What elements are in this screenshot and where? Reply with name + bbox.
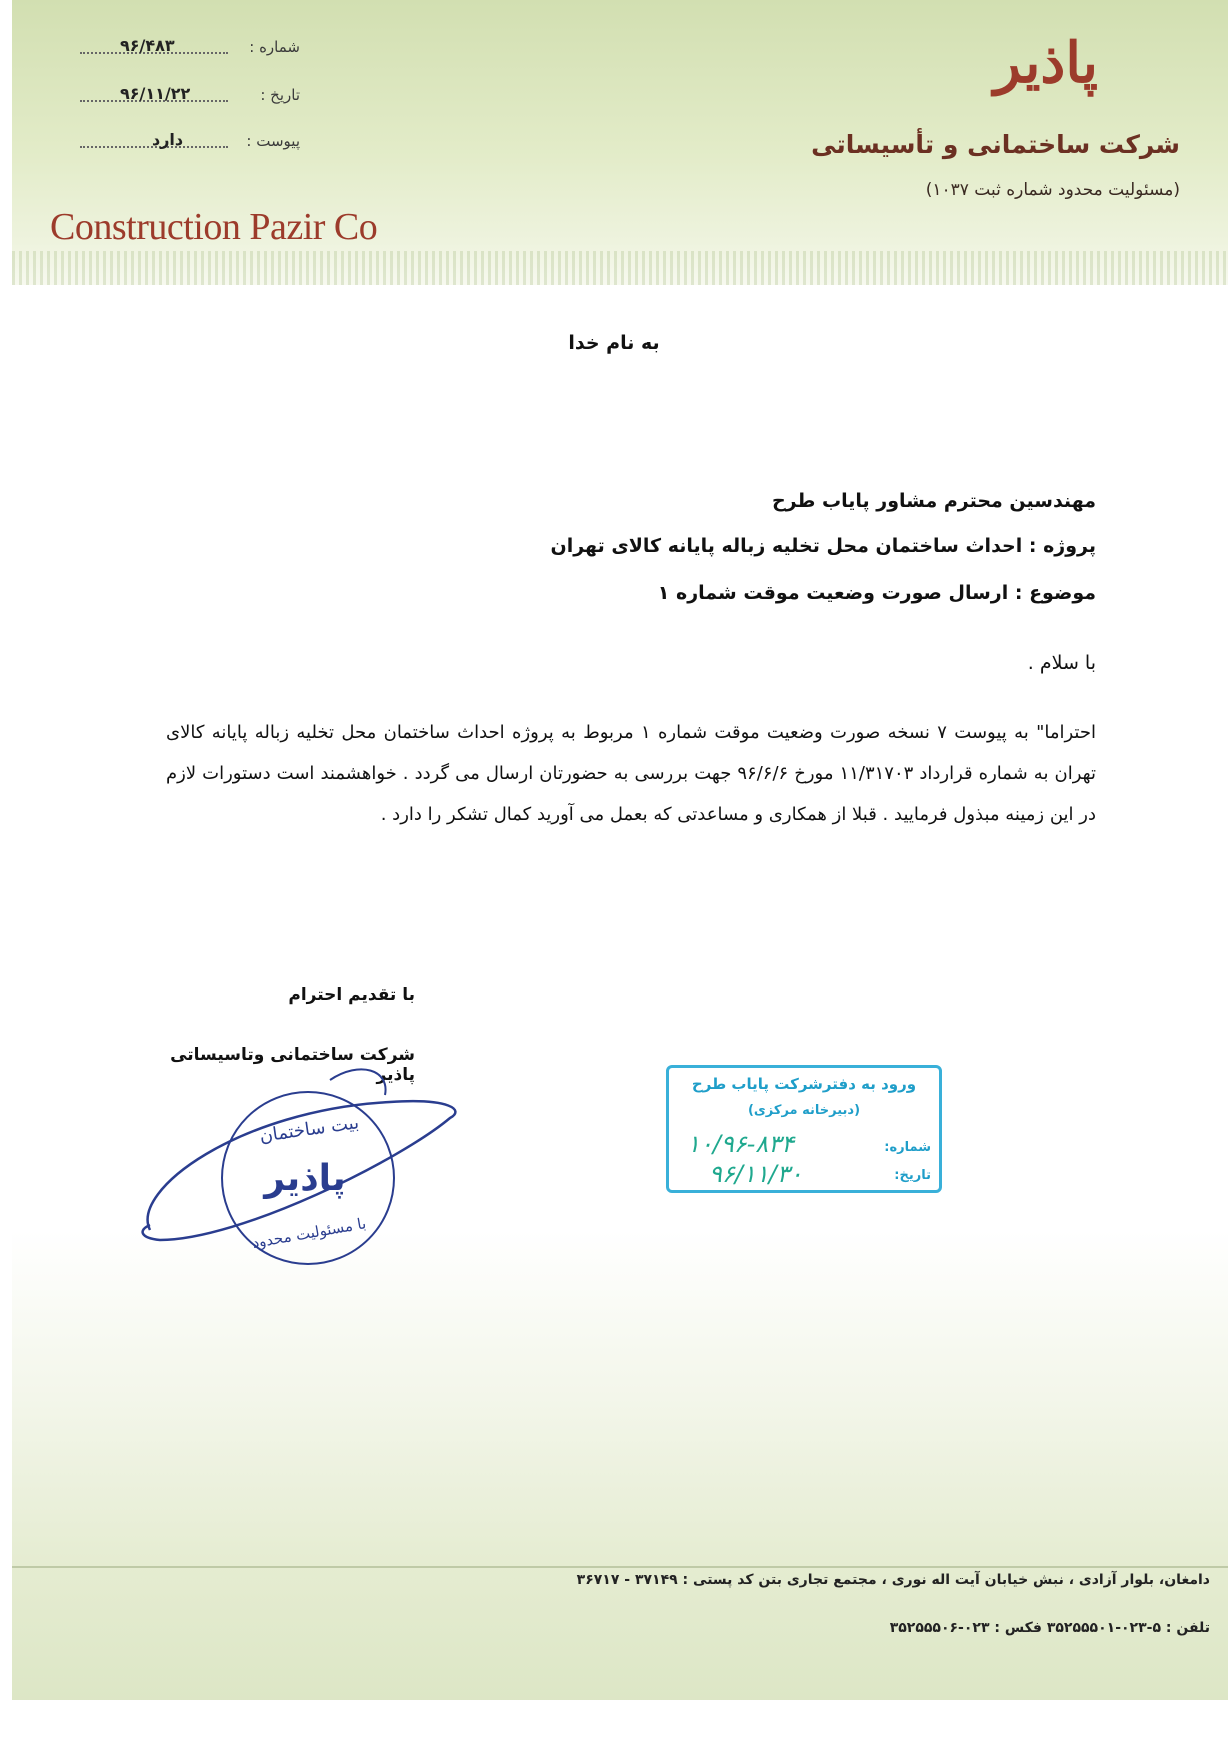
seal-top-text: بیت ساختمان <box>258 1112 361 1147</box>
seal-bottom-text: با مسئولیت محدود <box>250 1214 368 1252</box>
registration-info: (مسئولیت محدود شماره ثبت ۱۰۳۷) <box>925 180 1180 200</box>
seal-center-text: پاذیر <box>264 1158 346 1199</box>
stamp-date-label: تاریخ: <box>894 1168 931 1183</box>
ref-date-field <box>80 86 300 116</box>
ref-number-field <box>80 38 300 68</box>
company-seal <box>120 1040 470 1280</box>
closing-line: با تقدیم احترام <box>288 985 415 1005</box>
ref-number-value: ۹۶/۴۸۳ <box>120 36 175 55</box>
ref-number-label: شماره : <box>249 38 300 56</box>
greeting: با سلام . <box>1027 652 1096 674</box>
stamp-number-value: ۱۰/۹۶-۸۳۴ <box>687 1130 794 1158</box>
ref-attachment-value: دارد <box>152 130 184 149</box>
stamp-title: ورود به دفترشرکت پایاب طرح <box>691 1075 917 1093</box>
subject-line: موضوع : ارسال صورت وضعیت موقت شماره ۱ <box>657 582 1096 604</box>
stamp-date-value: ۹۶/۱۱/۳۰ <box>709 1160 803 1188</box>
signatory-company: شرکت ساختمانی وتاسیساتی پاذیر <box>170 1045 415 1085</box>
brand-logo-text: پاذیر <box>993 30 1098 96</box>
recipient-line: مهندسین محترم مشاور پایاب طرح <box>771 490 1096 512</box>
received-stamp <box>666 1065 942 1193</box>
company-name-english: Construction Pazir Co <box>50 206 378 248</box>
signature-stroke <box>330 1069 386 1095</box>
stamp-number-label: شماره: <box>884 1140 931 1155</box>
ref-attachment-field <box>80 132 300 162</box>
footer-phones: تلفن : ۵-۰۲۳-۳۵۲۵۵۵۰۱ فکس : ۰۲۳-۳۵۲۵۵۵۰۶ <box>889 1620 1210 1636</box>
scan-bottom-edge <box>0 1700 1228 1742</box>
ref-attachment-label: پیوست : <box>246 132 300 150</box>
stamp-subtitle: (دبیرخانه مرکزی) <box>747 1103 861 1118</box>
project-line: پروژه : احداث ساختمان محل تخلیه زباله پایانه کالای تهران <box>550 535 1096 557</box>
company-name: شرکت ساختمانی و تأسیساتی <box>811 130 1180 159</box>
ref-date-label: تاریخ : <box>260 86 300 104</box>
footer-divider <box>12 1566 1228 1568</box>
letter-body: احتراما" به پیوست ۷ نسخه صورت وضعیت موقت شماره ۱ مربوط به پروژه احداث ساختمان محل تخلیه زباله پایانه کالای تهران به شماره قرارداد ۱۱/۳۱۷۰۳ مورخ ۹۶/۶/۶ جهت بررسی به حضورتان ارسال می گردد . خواهشمند است دستورات لازم در این زمینه مبذول فرمایید . قبلا از همکاری و مساعدتی که بعمل می آورید کمال تشکر را دارد . <box>166 722 1096 825</box>
ref-date-value: ۹۶/۱۱/۲۲ <box>120 84 191 103</box>
footer-address: دامغان، بلوار آزادی ، نبش خیابان آیت اله نوری ، مجتمع تجاری بتن کد پستی : ۳۷۱۴۹ - ۳۶۷۱۷ <box>576 1572 1210 1588</box>
footer-band <box>12 1230 1228 1710</box>
scan-edge <box>0 0 12 1742</box>
invocation: به نام خدا <box>568 332 660 354</box>
